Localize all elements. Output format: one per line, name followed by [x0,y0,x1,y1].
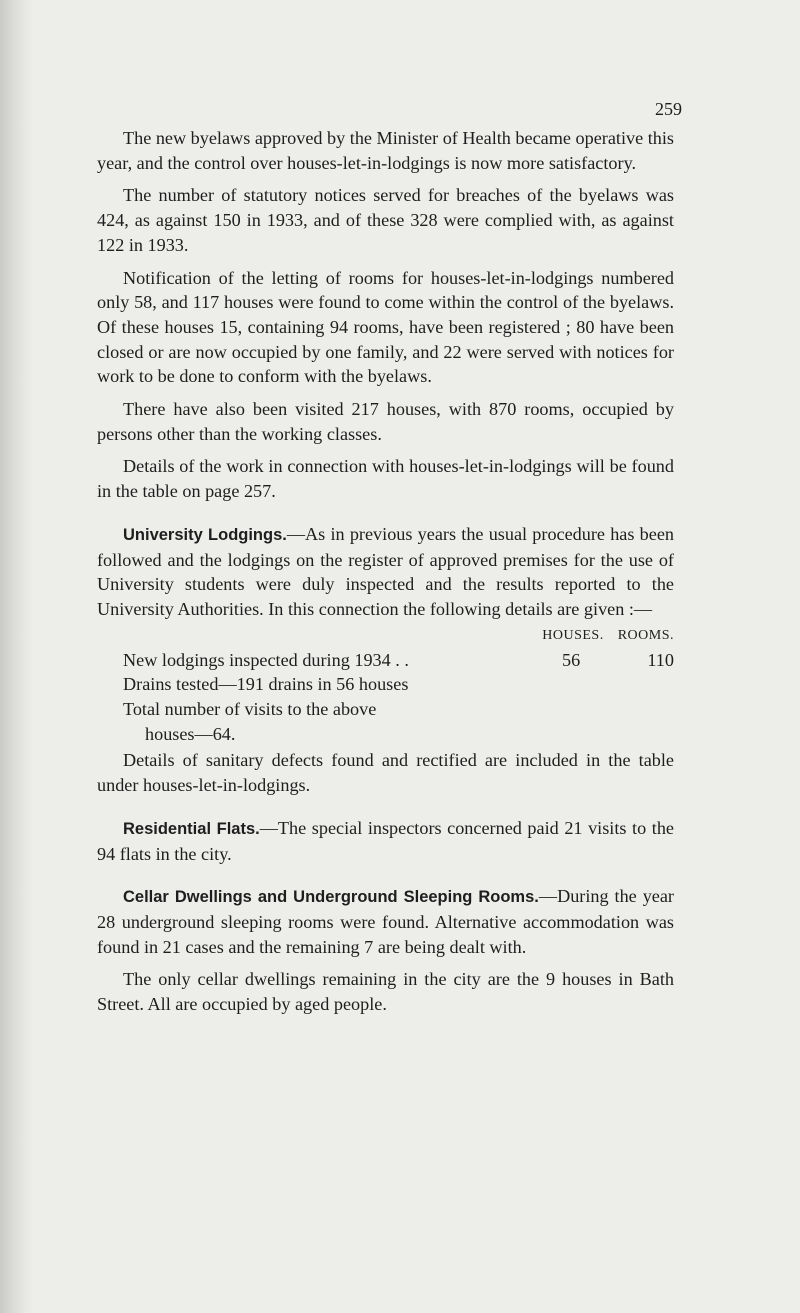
paragraph-other-visits: There have also been visited 217 houses, with 870 rooms, occupied by persons other than the working classes. [97,399,674,444]
row-label: Drains tested—191 drains in 56 houses [123,674,409,695]
paragraph-sanitary-defects: Details of sanitary defects found and rectified are included in the table under houses-let-in-lodgings. [97,750,674,796]
row-label: houses—64. [145,723,236,744]
table-row [97,697,674,722]
university-text: —As in previous years the usual procedure has been followed and the lodgings on the register of approved premises for the use of University students were duly inspected and the results reported to the University Authorities. In this connection the following details are given :— [97,523,675,619]
row-rooms: 110 [647,649,674,670]
row-houses: 56 [562,649,581,670]
cellar-text: —During the year 28 underground sleeping rooms were found. Alternative accommodation was found in 21 cases and the remaining 7 are being dealt with. [97,886,674,957]
table-header-row [97,624,674,648]
table-row [97,672,674,697]
paragraph-notification: Notification of the letting of rooms for houses-let-in-lodgings numbered only 58, and 117 houses were found to come within the control of the byelaws. Of these houses 15, containing 94 rooms, have been registered ; 80 have been closed or are now occupied by one family, and 22 were served with notices for work to be done to conform with the byelaws. [97,267,674,387]
page-number: 259 [655,99,682,119]
section-university-lodgings [97,522,674,622]
residential-text: —The special inspectors concerned paid 21 visits to the 94 flats in the city. [97,817,674,864]
page-edge-shadow [0,0,34,1313]
heading-residential-flats: Residential Flats. [123,819,260,838]
row-label: Total number of visits to the above [123,699,377,720]
paragraph-details-reference: Details of the work in connection with houses-let-in-lodgings will be found in the table on page 257. [97,456,674,502]
section-residential-flats [97,816,674,866]
header-rooms: ROOMS. [617,627,674,643]
section-cellar-dwellings [97,884,674,959]
header-houses: HOUSES. [542,627,604,643]
paragraph-byelaws: The new byelaws approved by the Minister of Health became operative this year, and the control over houses-let-in-lodgings is now more satisfactory. [97,128,674,173]
paragraph-bath-street: The only cellar dwellings remaining in the city are the 9 houses in Bath Street. All are occupied by aged people. [97,969,674,1015]
table-row [97,648,674,673]
row-label: New lodgings inspected during 1934 . . [123,649,409,670]
university-table [97,624,674,747]
heading-university-lodgings: University Lodgings. [123,525,287,544]
heading-cellar-dwellings: Cellar Dwellings and Underground Sleeping Rooms. [123,888,539,907]
document-body [97,126,674,1017]
paragraph-statutory-notices: The number of statutory notices served for breaches of the byelaws was 424, as against 150 in 1933, and of these 328 were complied with, as against 122 in 1933. [97,185,674,255]
table-row [97,722,674,747]
